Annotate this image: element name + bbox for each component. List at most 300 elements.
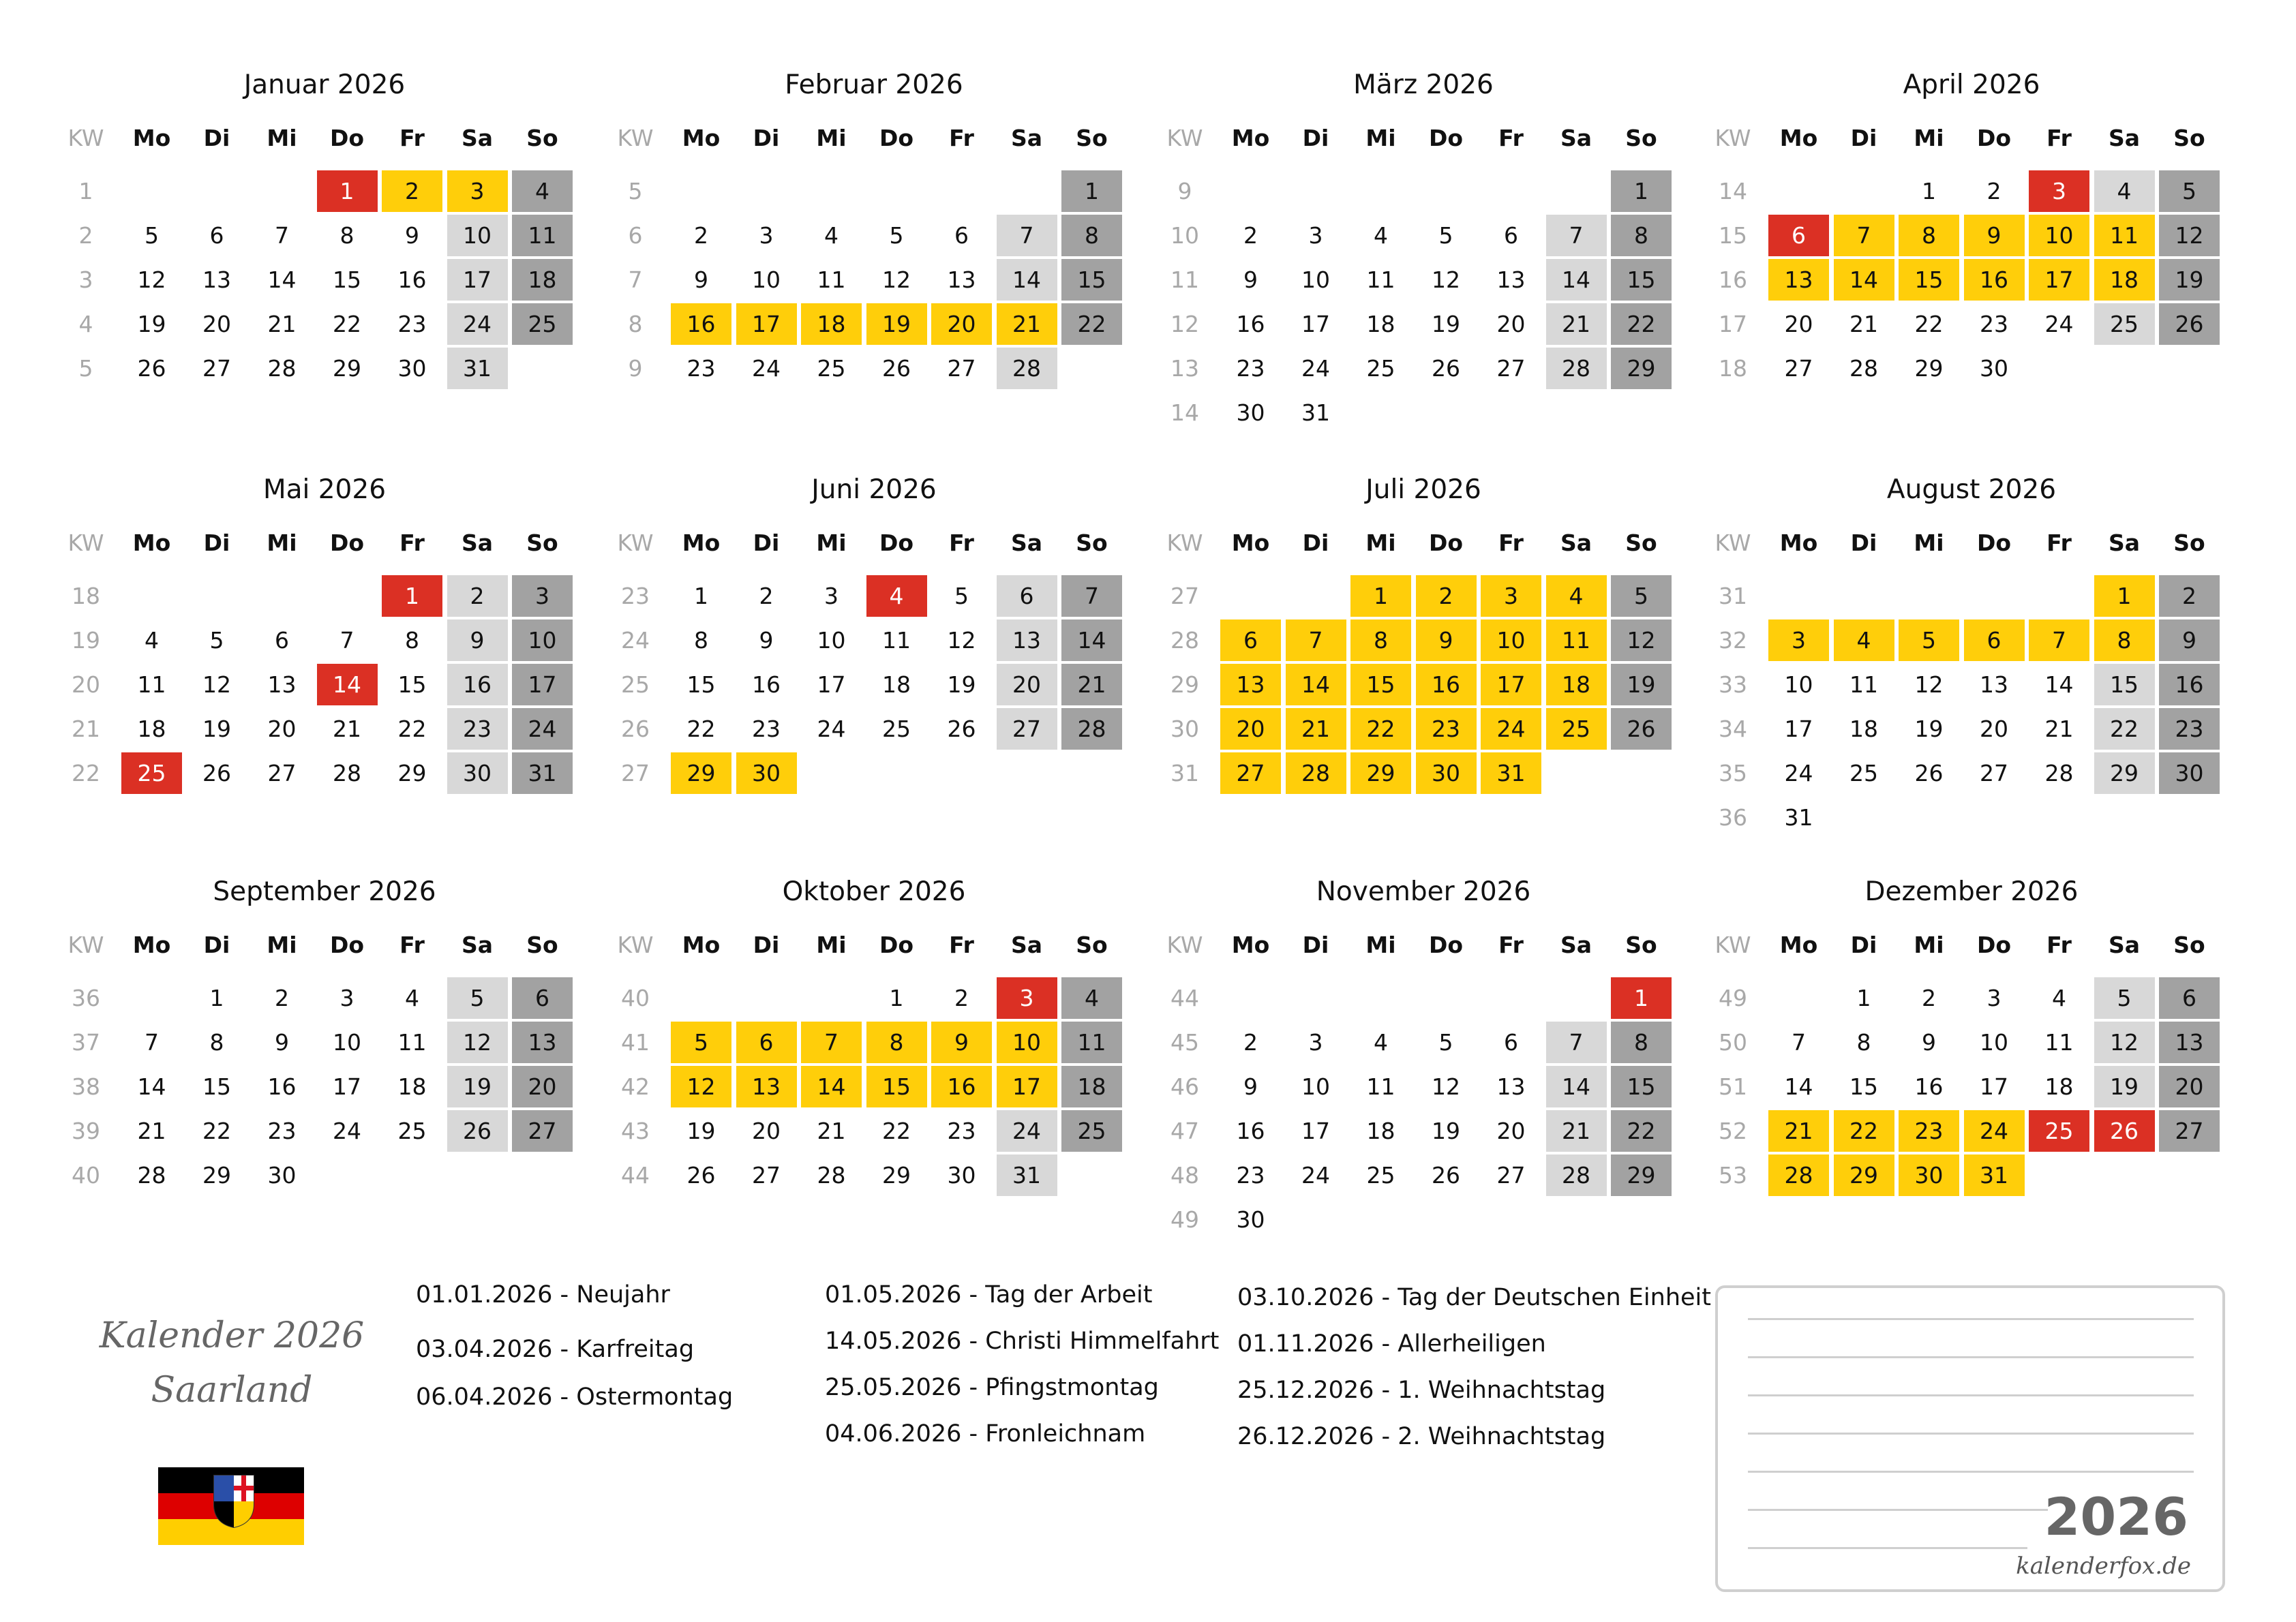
weekday-header: Mo [1779, 125, 1818, 151]
day-cell: 6 [2159, 977, 2220, 1019]
day-cell: 30 [947, 1162, 976, 1189]
day-cell: 8 [2094, 619, 2155, 661]
day-cell: 18 [882, 671, 911, 698]
day-cell: 17 [997, 1066, 1057, 1107]
day-cell: 9 [1922, 1029, 1936, 1056]
weekday-header: Mo [1779, 530, 1818, 556]
day-cell: 15 [1350, 664, 1411, 705]
kw-number: 47 [1170, 1118, 1199, 1144]
month-title: Mai 2026 [262, 474, 387, 505]
day-cell: 17 [1784, 716, 1813, 742]
day-cell: 26 [1432, 355, 1460, 382]
day-cell: 31 [1481, 752, 1541, 794]
kw-number: 41 [621, 1029, 650, 1056]
month-title: Oktober 2026 [782, 876, 966, 907]
weekday-header: So [526, 932, 558, 958]
day-cell: 25 [2094, 303, 2155, 345]
day-cell: 12 [1914, 671, 1944, 698]
day-cell: 19 [1611, 664, 1672, 705]
weekday-header: Di [1302, 125, 1329, 151]
day-cell: 5 [889, 222, 904, 249]
day-cell: 10 [447, 215, 508, 256]
kw-number: 2 [78, 222, 93, 249]
day-cell: 20 [1220, 708, 1281, 750]
day-cell: 17 [447, 259, 508, 301]
day-cell: 18 [1366, 1118, 1395, 1144]
day-cell: 6 [1504, 1029, 1518, 1056]
month-12 [1712, 875, 2231, 1257]
day-cell: 22 [1350, 708, 1411, 750]
kw-number: 43 [621, 1118, 650, 1144]
day-cell: 8 [1856, 1029, 1871, 1056]
brand-line-1: Kalender 2026 [99, 1315, 365, 1356]
day-cell: 12 [1432, 266, 1460, 293]
day-cell: 2 [694, 222, 708, 249]
kw-number: 26 [621, 716, 650, 742]
month-3 [1164, 68, 1682, 450]
month-title: Februar 2026 [785, 70, 963, 100]
weekday-header: Mo [1231, 530, 1270, 556]
kw-header: KW [1715, 932, 1751, 958]
day-cell: 11 [1546, 619, 1607, 661]
kw-number: 18 [72, 583, 100, 609]
day-cell: 12 [447, 1022, 508, 1063]
day-cell: 3 [1768, 619, 1829, 661]
weekday-header: Mi [1914, 125, 1944, 151]
kw-number: 21 [72, 716, 100, 742]
day-cell: 14 [1286, 664, 1346, 705]
weekday-header: Do [329, 530, 365, 556]
holiday-entry: 03.04.2026 - Karfreitag [416, 1336, 695, 1363]
day-cell: 17 [1980, 1073, 2008, 1100]
day-cell: 12 [137, 266, 166, 293]
day-cell: 4 [1374, 222, 1388, 249]
day-cell: 16 [1236, 1118, 1265, 1144]
weekday-header: Fr [2046, 530, 2072, 556]
day-cell: 20 [202, 311, 231, 337]
day-cell: 29 [397, 760, 427, 786]
weekday-header: Mo [132, 932, 171, 958]
weekday-header: So [1076, 932, 1108, 958]
day-cell: 25 [512, 303, 573, 345]
kw-header: KW [67, 932, 104, 958]
day-cell: 19 [686, 1118, 716, 1144]
day-cell: 24 [333, 1118, 361, 1144]
kw-number: 17 [1719, 311, 1747, 337]
day-cell: 8 [1611, 215, 1672, 256]
day-cell: 5 [209, 627, 224, 654]
day-cell: 11 [1366, 1073, 1395, 1100]
day-cell: 7 [1546, 215, 1607, 256]
day-cell: 11 [1849, 671, 1878, 698]
notes-box [1715, 1285, 2225, 1592]
kw-number: 40 [72, 1162, 100, 1189]
day-cell: 28 [1546, 1154, 1607, 1196]
day-cell: 26 [882, 355, 911, 382]
day-cell: 28 [1061, 708, 1122, 750]
kw-number: 20 [72, 671, 100, 698]
day-cell: 3 [1308, 1029, 1323, 1056]
holiday-entry: 26.12.2026 - 2. Weihnachtstag [1237, 1423, 1606, 1450]
weekday-header: So [2173, 530, 2205, 556]
day-cell: 7 [1546, 1022, 1607, 1063]
weekday-header: Sa [461, 530, 494, 556]
kw-header: KW [1715, 530, 1751, 556]
kw-header: KW [67, 125, 104, 151]
day-cell: 10 [1980, 1029, 2008, 1056]
day-cell: 2 [1922, 985, 1936, 1011]
day-cell: 25 [121, 752, 182, 794]
weekday-header: Do [1428, 125, 1464, 151]
day-cell: 9 [447, 619, 508, 661]
day-cell: 8 [1350, 619, 1411, 661]
day-cell: 13 [1496, 266, 1526, 293]
weekday-header: So [526, 125, 558, 151]
day-cell: 27 [1220, 752, 1281, 794]
day-cell: 7 [2029, 619, 2089, 661]
day-cell: 12 [202, 671, 231, 698]
day-cell: 7 [275, 222, 289, 249]
day-cell: 9 [694, 266, 708, 293]
kw-number: 6 [628, 222, 643, 249]
weekday-header: Mi [267, 125, 297, 151]
month-10 [615, 875, 1133, 1257]
kw-number: 37 [72, 1029, 100, 1056]
weekday-header: Fr [2046, 932, 2072, 958]
kw-number: 48 [1170, 1162, 1199, 1189]
day-cell: 28 [137, 1162, 166, 1189]
kw-number: 27 [621, 760, 650, 786]
day-cell: 4 [145, 627, 159, 654]
day-cell: 5 [954, 583, 969, 609]
weekday-header: Di [203, 932, 230, 958]
kw-number: 5 [78, 355, 93, 382]
day-cell: 24 [1481, 708, 1541, 750]
day-cell: 26 [202, 760, 231, 786]
day-cell: 22 [1611, 1110, 1672, 1152]
day-cell: 14 [317, 664, 378, 705]
day-cell: 28 [1546, 348, 1607, 389]
kw-number: 19 [72, 627, 100, 654]
day-cell: 23 [686, 355, 716, 382]
day-cell: 20 [1496, 1118, 1526, 1144]
day-cell: 17 [2029, 259, 2089, 301]
day-cell: 28 [267, 355, 297, 382]
day-cell: 28 [817, 1162, 846, 1189]
day-cell: 22 [333, 311, 361, 337]
day-cell: 11 [1061, 1022, 1122, 1063]
kw-number: 49 [1719, 985, 1747, 1011]
kw-number: 14 [1719, 178, 1747, 204]
day-cell: 15 [1611, 1066, 1672, 1107]
day-cell: 31 [447, 348, 508, 389]
day-cell: 18 [397, 1073, 427, 1100]
day-cell: 6 [1964, 619, 2025, 661]
month-title: Januar 2026 [243, 70, 406, 100]
day-cell: 4 [2094, 170, 2155, 212]
day-cell: 12 [1611, 619, 1672, 661]
weekday-header: Mi [1365, 932, 1396, 958]
day-cell: 21 [137, 1118, 166, 1144]
day-cell: 22 [1611, 303, 1672, 345]
day-cell: 5 [145, 222, 159, 249]
day-cell: 29 [671, 752, 731, 794]
day-cell: 9 [1243, 1073, 1258, 1100]
day-cell: 30 [1236, 399, 1265, 426]
day-cell: 4 [1061, 977, 1122, 1019]
kw-number: 36 [72, 985, 100, 1011]
day-cell: 17 [1301, 311, 1330, 337]
weekday-header: Do [1976, 530, 2012, 556]
weekday-header: So [1625, 932, 1657, 958]
day-cell: 19 [1432, 1118, 1460, 1144]
day-cell: 9 [275, 1029, 289, 1056]
day-cell: 30 [736, 752, 797, 794]
kw-number: 24 [621, 627, 650, 654]
day-cell: 29 [1914, 355, 1944, 382]
day-cell: 13 [1220, 664, 1281, 705]
weekday-header: Fr [399, 932, 425, 958]
day-cell: 22 [686, 716, 716, 742]
day-cell: 5 [1438, 1029, 1453, 1056]
day-cell: 3 [339, 985, 354, 1011]
day-cell: 10 [2029, 215, 2089, 256]
day-cell: 22 [202, 1118, 231, 1144]
day-cell: 31 [1784, 804, 1813, 831]
day-cell: 9 [405, 222, 419, 249]
kw-header: KW [1166, 125, 1203, 151]
day-cell: 17 [1301, 1118, 1330, 1144]
day-cell: 13 [736, 1066, 797, 1107]
day-cell: 12 [671, 1066, 731, 1107]
month-1 [65, 68, 584, 450]
day-cell: 7 [1061, 575, 1122, 617]
day-cell: 15 [686, 671, 716, 698]
day-cell: 20 [1784, 311, 1813, 337]
day-cell: 25 [1546, 708, 1607, 750]
weekday-header: Di [1850, 530, 1877, 556]
day-cell: 30 [1899, 1154, 1959, 1196]
day-cell: 23 [267, 1118, 297, 1144]
day-cell: 20 [931, 303, 992, 345]
day-cell: 15 [397, 671, 427, 698]
day-cell: 21 [1768, 1110, 1829, 1152]
day-cell: 25 [1366, 1162, 1395, 1189]
kw-header: KW [617, 125, 654, 151]
day-cell: 26 [447, 1110, 508, 1152]
holiday-entry: 25.05.2026 - Pfingstmontag [825, 1374, 1159, 1401]
day-cell: 17 [736, 303, 797, 345]
day-cell: 9 [2159, 619, 2220, 661]
day-cell: 24 [2044, 311, 2074, 337]
day-cell: 25 [1366, 355, 1395, 382]
day-cell: 2 [447, 575, 508, 617]
day-cell: 29 [333, 355, 361, 382]
day-cell: 1 [1856, 985, 1871, 1011]
day-cell: 15 [866, 1066, 927, 1107]
day-cell: 1 [1922, 178, 1936, 204]
day-cell: 27 [1784, 355, 1813, 382]
weekday-header: Mo [1231, 932, 1270, 958]
month-6 [615, 473, 1133, 855]
weekday-header: Sa [1560, 530, 1592, 556]
day-cell: 2 [2159, 575, 2220, 617]
holiday-entry: 03.10.2026 - Tag der Deutschen Einheit [1237, 1284, 1711, 1311]
day-cell: 21 [1546, 303, 1607, 345]
kw-number: 36 [1719, 804, 1747, 831]
kw-number: 34 [1719, 716, 1747, 742]
weekday-header: Sa [1010, 530, 1043, 556]
day-cell: 4 [1374, 1029, 1388, 1056]
weekday-header: Fr [399, 125, 425, 151]
day-cell: 17 [817, 671, 846, 698]
day-cell: 27 [752, 1162, 781, 1189]
day-cell: 28 [1286, 752, 1346, 794]
day-cell: 21 [2044, 716, 2074, 742]
day-cell: 31 [512, 752, 573, 794]
day-cell: 25 [397, 1118, 427, 1144]
day-cell: 26 [1914, 760, 1944, 786]
day-cell: 24 [817, 716, 846, 742]
day-cell: 19 [2094, 1066, 2155, 1107]
weekday-header: So [1076, 530, 1108, 556]
day-cell: 27 [997, 708, 1057, 750]
weekday-header: Mo [132, 530, 171, 556]
weekday-header: Mo [682, 530, 721, 556]
day-cell: 26 [947, 716, 976, 742]
day-cell: 8 [209, 1029, 224, 1056]
day-cell: 1 [1611, 170, 1672, 212]
weekday-header: Do [329, 125, 365, 151]
day-cell: 20 [1496, 311, 1526, 337]
weekday-header: Di [203, 530, 230, 556]
kw-number: 8 [628, 311, 643, 337]
weekday-header: Do [1976, 125, 2012, 151]
weekday-header: Do [1428, 530, 1464, 556]
day-cell: 27 [2159, 1110, 2220, 1152]
kw-number: 52 [1719, 1118, 1747, 1144]
kw-number: 22 [72, 760, 100, 786]
day-cell: 3 [759, 222, 774, 249]
month-title: November 2026 [1316, 876, 1531, 907]
day-cell: 25 [1061, 1110, 1122, 1152]
day-cell: 15 [2094, 664, 2155, 705]
day-cell: 16 [1914, 1073, 1944, 1100]
day-cell: 18 [512, 259, 573, 301]
day-cell: 2 [1416, 575, 1477, 617]
day-cell: 8 [339, 222, 354, 249]
day-cell: 31 [997, 1154, 1057, 1196]
day-cell: 20 [752, 1118, 781, 1144]
day-cell: 1 [1061, 170, 1122, 212]
day-cell: 23 [1899, 1110, 1959, 1152]
day-cell: 6 [954, 222, 969, 249]
kw-number: 50 [1719, 1029, 1747, 1056]
day-cell: 18 [801, 303, 862, 345]
day-cell: 19 [447, 1066, 508, 1107]
day-cell: 6 [1504, 222, 1518, 249]
day-cell: 14 [137, 1073, 166, 1100]
day-cell: 24 [997, 1110, 1057, 1152]
day-cell: 23 [2159, 708, 2220, 750]
day-cell: 4 [1546, 575, 1607, 617]
kw-number: 28 [1170, 627, 1199, 654]
kw-number: 27 [1170, 583, 1199, 609]
weekday-header: Mi [816, 125, 847, 151]
day-cell: 27 [202, 355, 231, 382]
day-cell: 24 [447, 303, 508, 345]
day-cell: 31 [1301, 399, 1330, 426]
day-cell: 15 [333, 266, 361, 293]
day-cell: 29 [2094, 752, 2155, 794]
day-cell: 13 [512, 1022, 573, 1063]
day-cell: 2 [1243, 222, 1258, 249]
day-cell: 13 [997, 619, 1057, 661]
day-cell: 16 [752, 671, 781, 698]
site-signature: kalenderfox.de [2016, 1552, 2191, 1580]
day-cell: 20 [2159, 1066, 2220, 1107]
kw-number: 38 [72, 1073, 100, 1100]
kw-number: 44 [621, 1162, 650, 1189]
day-cell: 5 [447, 977, 508, 1019]
holiday-entry: 01.01.2026 - Neujahr [416, 1281, 670, 1309]
day-cell: 13 [202, 266, 231, 293]
month-title: April 2026 [1903, 70, 2040, 100]
day-cell: 21 [817, 1118, 846, 1144]
holiday-entry: 01.05.2026 - Tag der Arbeit [825, 1281, 1153, 1309]
kw-number: 35 [1719, 760, 1747, 786]
day-cell: 12 [1432, 1073, 1460, 1100]
day-cell: 26 [137, 355, 166, 382]
kw-number: 31 [1719, 583, 1747, 609]
day-cell: 13 [1980, 671, 2008, 698]
day-cell: 22 [1914, 311, 1944, 337]
day-cell: 19 [137, 311, 166, 337]
holiday-entry: 04.06.2026 - Fronleichnam [825, 1420, 1146, 1448]
day-cell: 23 [447, 708, 508, 750]
day-cell: 22 [1834, 1110, 1894, 1152]
kw-number: 53 [1719, 1162, 1747, 1189]
weekday-header: Fr [949, 530, 974, 556]
day-cell: 29 [1834, 1154, 1894, 1196]
day-cell: 20 [512, 1066, 573, 1107]
day-cell: 23 [1236, 1162, 1265, 1189]
day-cell: 8 [1899, 215, 1959, 256]
day-cell: 2 [759, 583, 774, 609]
weekday-header: Di [1850, 125, 1877, 151]
day-cell: 9 [1243, 266, 1258, 293]
day-cell: 29 [882, 1162, 911, 1189]
day-cell: 12 [947, 627, 976, 654]
day-cell: 27 [947, 355, 976, 382]
day-cell: 5 [1611, 575, 1672, 617]
kw-number: 16 [1719, 266, 1747, 293]
weekday-header: Di [753, 530, 780, 556]
day-cell: 7 [1286, 619, 1346, 661]
month-title: Dezember 2026 [1864, 876, 2079, 907]
day-cell: 18 [1849, 716, 1878, 742]
month-7 [1164, 473, 1682, 855]
day-cell: 6 [1220, 619, 1281, 661]
kw-number: 3 [78, 266, 93, 293]
weekday-header: Fr [2046, 125, 2072, 151]
kw-number: 1 [78, 178, 93, 204]
day-cell: 11 [817, 266, 846, 293]
day-cell: 18 [1366, 311, 1395, 337]
month-title: März 2026 [1353, 70, 1494, 100]
day-cell: 14 [1546, 259, 1607, 301]
weekday-header: Di [1302, 932, 1329, 958]
